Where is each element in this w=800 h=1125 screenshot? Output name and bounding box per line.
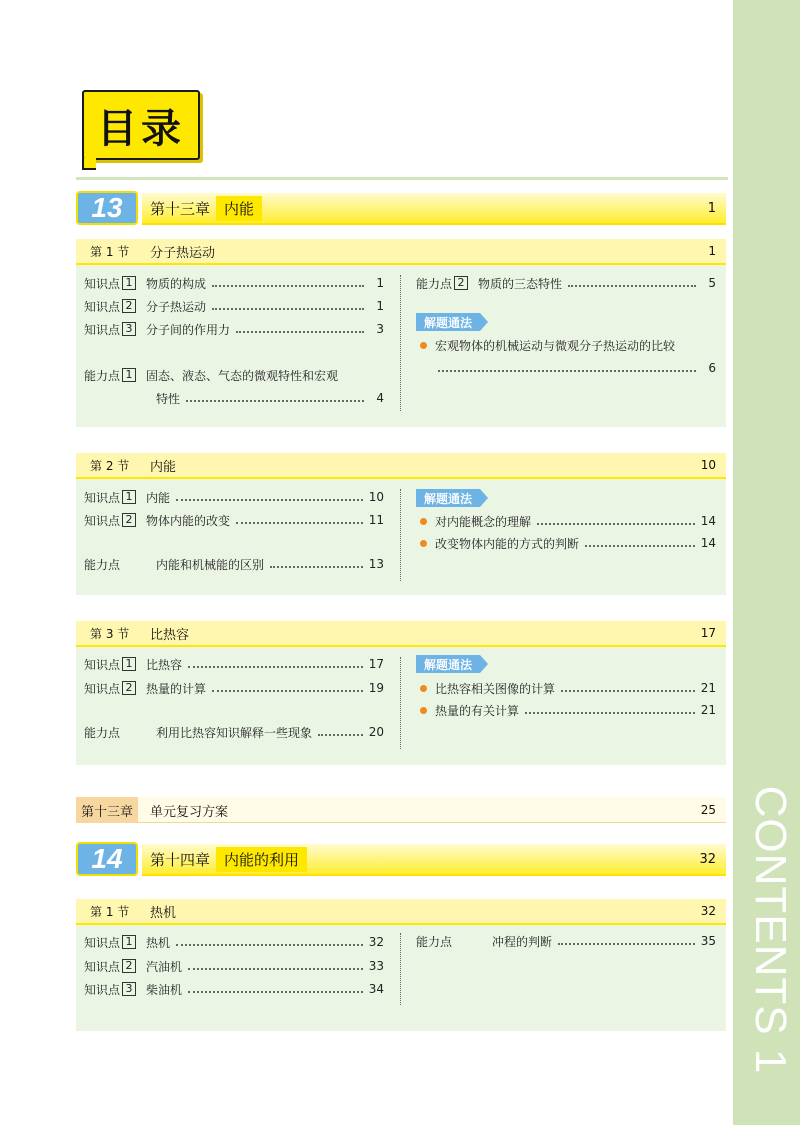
toc-entry[interactable]: [84, 273, 384, 293]
section-header[interactable]: [76, 621, 726, 647]
section-13-2: [76, 453, 726, 595]
toc-entry[interactable]: [416, 931, 716, 951]
entry-kind: 能力点: [416, 934, 453, 949]
section-label: 第 2 节: [90, 458, 130, 473]
entry-number: 2: [122, 299, 136, 313]
review-title: 单元复习方案: [150, 804, 229, 820]
leader-dots: [212, 308, 364, 310]
leader-dots: [270, 566, 363, 568]
method-title: 改变物体内能的方式的判断: [435, 536, 580, 551]
entry-kind: 能力点: [84, 725, 121, 740]
entry-title: 物质的构成: [146, 276, 207, 291]
entry-title: 冲程的判断: [492, 934, 553, 949]
entry-number: 2: [122, 681, 136, 695]
entry-title: 分子热运动: [146, 299, 207, 314]
method-title: 比热容相关图像的计算: [435, 681, 556, 696]
bullet-icon: [420, 518, 427, 525]
method-title: 热量的有关计算: [435, 703, 520, 718]
review-page: 25: [700, 803, 716, 817]
toc-entry[interactable]: [84, 554, 384, 574]
column-divider: [400, 275, 401, 411]
toc-entry[interactable]: [84, 487, 384, 507]
entry-number: 1: [122, 368, 136, 382]
toc-entry[interactable]: [84, 979, 384, 999]
column-divider: [400, 933, 401, 1005]
entry-title: 热机: [146, 935, 171, 950]
entry-kind: 知识点: [84, 681, 121, 696]
method-entry[interactable]: [420, 678, 716, 698]
leader-dots: [186, 400, 364, 402]
entry-page: 32: [368, 935, 384, 949]
section-page: 32: [700, 904, 716, 918]
toc-entry[interactable]: [84, 678, 384, 698]
entry-number: 1: [122, 657, 136, 671]
section-header[interactable]: [76, 899, 726, 925]
method-entry[interactable]: [420, 511, 716, 531]
section-title: 分子热运动: [150, 245, 216, 261]
entry-kind: 知识点: [84, 935, 121, 950]
toc-entry[interactable]: [84, 722, 384, 742]
entry-title: 热量的计算: [146, 681, 207, 696]
entry-title: 汽油机: [146, 959, 183, 974]
leader-dots: [585, 545, 695, 547]
chapter-label: 第十四章: [150, 850, 211, 869]
leader-dots: [236, 331, 364, 333]
toc-entry[interactable]: [84, 654, 384, 674]
entry-kind: 能力点: [84, 557, 121, 572]
leader-dots: [188, 968, 363, 970]
bullet-icon: [420, 540, 427, 547]
entry-kind: 能力点: [84, 368, 121, 383]
leader-dots: [318, 734, 363, 736]
leader-dots: [558, 943, 695, 945]
toc-entry[interactable]: [84, 296, 384, 316]
chapter-label: 第十三章: [150, 199, 211, 218]
section-label: 第 1 节: [90, 904, 130, 919]
entry-title-cont: 特性: [156, 391, 181, 406]
page-title: 目录: [82, 90, 200, 160]
section-header[interactable]: [76, 239, 726, 265]
toc-entry[interactable]: [416, 273, 716, 293]
method-entry-continuation[interactable]: [438, 358, 716, 378]
entry-title: 分子间的作用力: [146, 322, 231, 337]
entry-number: 1: [122, 935, 136, 949]
method-entry[interactable]: [420, 700, 716, 720]
entry-kind: 知识点: [84, 299, 121, 314]
entry-page: 19: [368, 681, 384, 695]
section-title: 内能: [150, 459, 177, 475]
entry-page: 14: [700, 514, 716, 528]
entry-page: 17: [368, 657, 384, 671]
entry-number: 1: [122, 276, 136, 290]
leader-dots: [176, 499, 363, 501]
chapter-14-bar[interactable]: [76, 844, 726, 876]
entry-kind: 知识点: [84, 982, 121, 997]
entry-kind: 知识点: [84, 657, 121, 672]
entry-title: 柴油机: [146, 982, 183, 997]
entry-kind: 知识点: [84, 959, 121, 974]
entry-page: 20: [368, 725, 384, 739]
entry-page: 1: [376, 299, 384, 313]
leader-dots: [188, 666, 363, 668]
section-page: 10: [700, 458, 716, 472]
method-tag: 解题通法: [416, 655, 480, 673]
method-title: 对内能概念的理解: [435, 514, 532, 529]
entry-title: 物体内能的改变: [146, 513, 231, 528]
entry-number: 2: [454, 276, 468, 290]
entry-number: 3: [122, 322, 136, 336]
chapter-name: 内能的利用: [216, 847, 307, 872]
entry-number: 2: [122, 959, 136, 973]
section-page: 1: [708, 244, 716, 258]
toc-entry-continuation[interactable]: [156, 388, 384, 408]
leader-dots: [568, 285, 696, 287]
title-tail-decoration: [82, 158, 96, 170]
entry-page: 34: [368, 982, 384, 996]
section-label: 第 3 节: [90, 626, 130, 641]
entry-page: 1: [376, 276, 384, 290]
section-14-1: [76, 899, 726, 1031]
entry-page: 14: [700, 536, 716, 550]
leader-dots: [188, 991, 363, 993]
entry-page: 21: [700, 703, 716, 717]
entry-page: 33: [368, 959, 384, 973]
entry-number: 1: [122, 490, 136, 504]
review-label: 第十三章: [76, 797, 138, 823]
entry-number: 3: [122, 982, 136, 996]
method-title: 宏观物体的机械运动与微观分子热运动的比较: [435, 338, 676, 353]
toc-entry[interactable]: [84, 510, 384, 530]
chapter-13-bar[interactable]: [76, 193, 726, 225]
section-13-3: [76, 621, 726, 765]
column-divider: [400, 489, 401, 581]
entry-page: 6: [708, 361, 716, 375]
toc-entry[interactable]: [84, 956, 384, 976]
method-entry[interactable]: [420, 533, 716, 553]
side-label: CONTENTS 1: [746, 785, 795, 1075]
entry-number: 2: [122, 513, 136, 527]
leader-dots: [537, 523, 695, 525]
entry-page: 4: [376, 391, 384, 405]
toc-entry[interactable]: [84, 319, 384, 339]
chapter-number-badge: 13: [76, 191, 138, 225]
entry-page: 10: [368, 490, 384, 504]
unit-review-row[interactable]: [76, 797, 726, 823]
method-tag: 解题通法: [416, 489, 480, 507]
entry-page: 35: [700, 934, 716, 948]
entry-page: 3: [376, 322, 384, 336]
entry-page: 13: [368, 557, 384, 571]
section-header[interactable]: [76, 453, 726, 479]
entry-title: 内能和机械能的区别: [156, 557, 265, 572]
column-divider: [400, 657, 401, 749]
method-entry[interactable]: [420, 335, 716, 355]
bullet-icon: [420, 707, 427, 714]
toc-entry[interactable]: [84, 932, 384, 952]
entry-kind: 知识点: [84, 513, 121, 528]
leader-dots: [525, 712, 695, 714]
entry-title: 利用比热容知识解释一些现象: [156, 725, 313, 740]
entry-page: 11: [368, 513, 384, 527]
entry-kind: 能力点: [416, 276, 453, 291]
chapter-page: 32: [699, 851, 716, 867]
leader-dots: [561, 690, 695, 692]
title-rule: [76, 177, 728, 180]
toc-entry[interactable]: [84, 365, 384, 385]
section-title: 热机: [150, 905, 177, 921]
entry-title: 内能: [146, 490, 171, 505]
section-13-1: [76, 239, 726, 427]
method-tag: 解题通法: [416, 313, 480, 331]
leader-dots: [212, 285, 364, 287]
leader-dots: [236, 522, 363, 524]
entry-kind: 知识点: [84, 322, 121, 337]
section-title: 比热容: [150, 627, 190, 643]
entry-title: 物质的三态特性: [478, 276, 563, 291]
entry-kind: 知识点: [84, 490, 121, 505]
section-page: 17: [700, 626, 716, 640]
bullet-icon: [420, 685, 427, 692]
chapter-name: 内能: [216, 196, 262, 221]
entry-page: 21: [700, 681, 716, 695]
entry-page: 5: [708, 276, 716, 290]
leader-dots: [176, 944, 363, 946]
leader-dots: [212, 690, 363, 692]
bullet-icon: [420, 342, 427, 349]
entry-title: 固态、液态、气态的微观特性和宏观: [146, 368, 339, 383]
chapter-number-badge: 14: [76, 842, 138, 876]
section-label: 第 1 节: [90, 244, 130, 259]
entry-title: 比热容: [146, 657, 183, 672]
leader-dots: [438, 370, 696, 372]
chapter-page: 1: [707, 200, 716, 216]
entry-kind: 知识点: [84, 276, 121, 291]
